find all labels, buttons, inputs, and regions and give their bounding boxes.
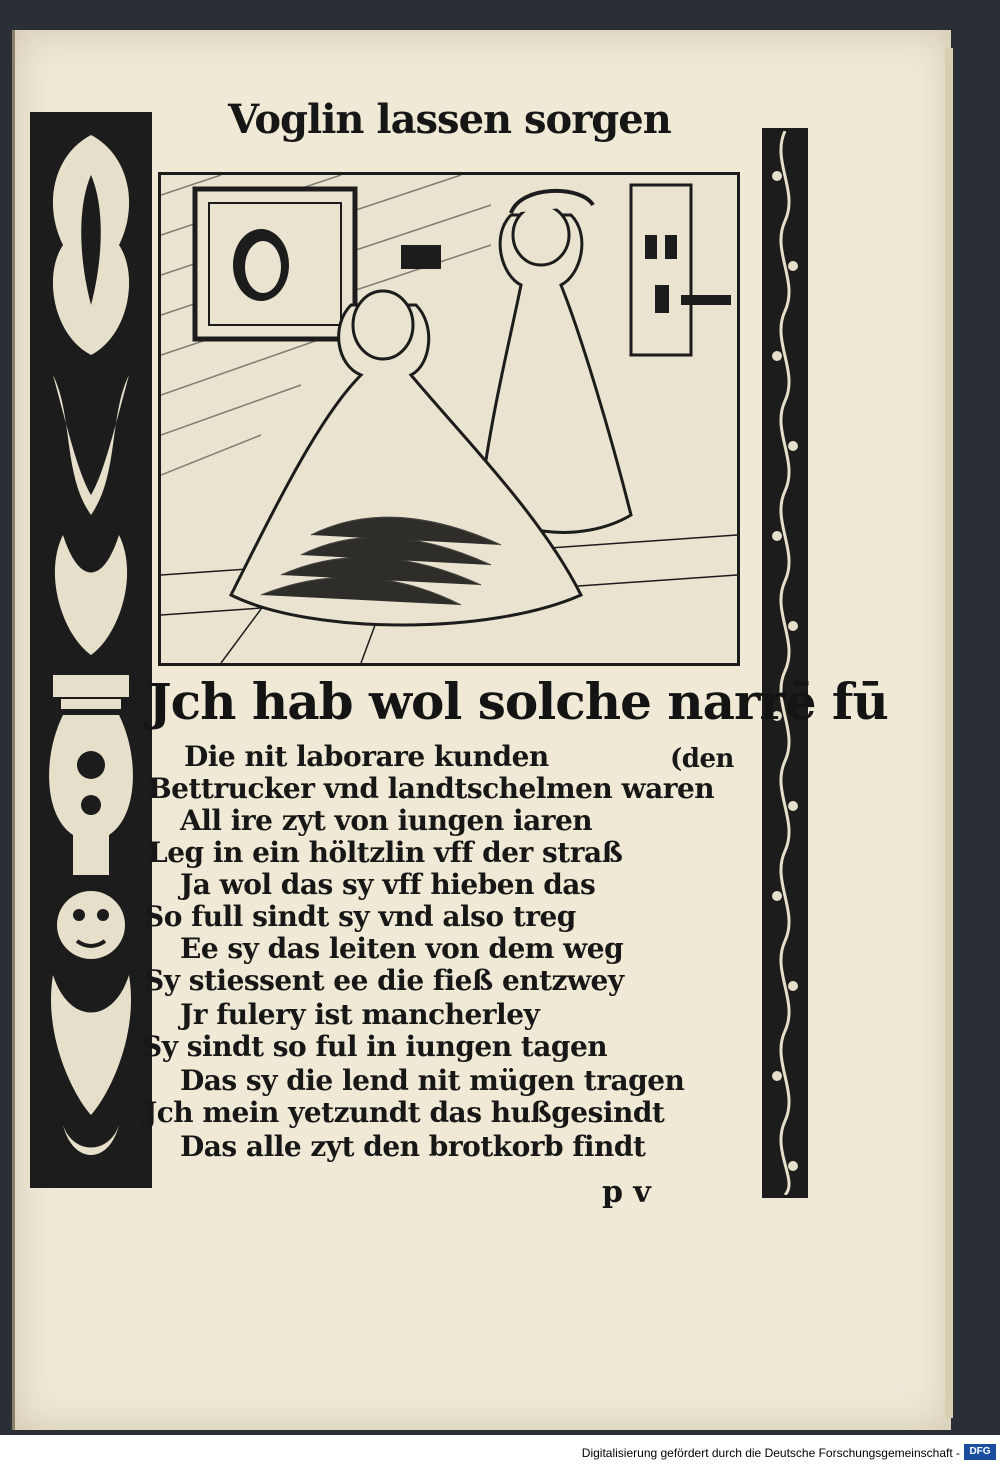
page-heading: Voglin lassen sorgen: [228, 96, 671, 143]
verse-line: Die nit laborare kunden: [184, 740, 549, 773]
verse-line: Das alle zyt den brotkorb findt: [180, 1130, 646, 1163]
verse-line: Bettrucker vnd landtschelmen waren: [148, 772, 715, 805]
verse-line: Ee sy das leiten von dem weg: [180, 932, 624, 965]
verse-line: Ja wol das sy vff hieben das: [180, 868, 596, 901]
signature-mark: p v: [602, 1175, 651, 1210]
verse-line: Sy stiessent ee die fieß entzwey: [144, 964, 624, 997]
verse-line: All ire zyt von iungen iaren: [180, 804, 593, 837]
page-edge: [945, 48, 953, 1418]
left-ornamental-border: [30, 112, 152, 1188]
dfg-logo: DFG: [964, 1444, 996, 1460]
footer-credit: Digitalisierung gefördert durch die Deutsche Forschungsgemeinschaft -: [581, 1446, 960, 1460]
verse-line: So full sindt sy vnd also treg: [144, 900, 576, 933]
verse-first-line-continuation: (den: [670, 744, 734, 774]
verse-line: Das sy die lend nit mügen tragen: [180, 1064, 685, 1097]
verse-line: Jr fulery ist mancherley: [180, 998, 540, 1031]
verse-first-line: Jch hab wol solche narrē fū: [148, 672, 888, 731]
verse-line: Leg in ein höltzlin vff der straß: [148, 836, 623, 869]
verse-line: Jch mein yetzundt das hußgesindt: [144, 1096, 665, 1129]
woodcut-illustration: [158, 172, 740, 666]
verse-line: Sy sindt so ful in iungen tagen: [142, 1030, 608, 1063]
right-ornamental-border: [762, 128, 808, 1198]
